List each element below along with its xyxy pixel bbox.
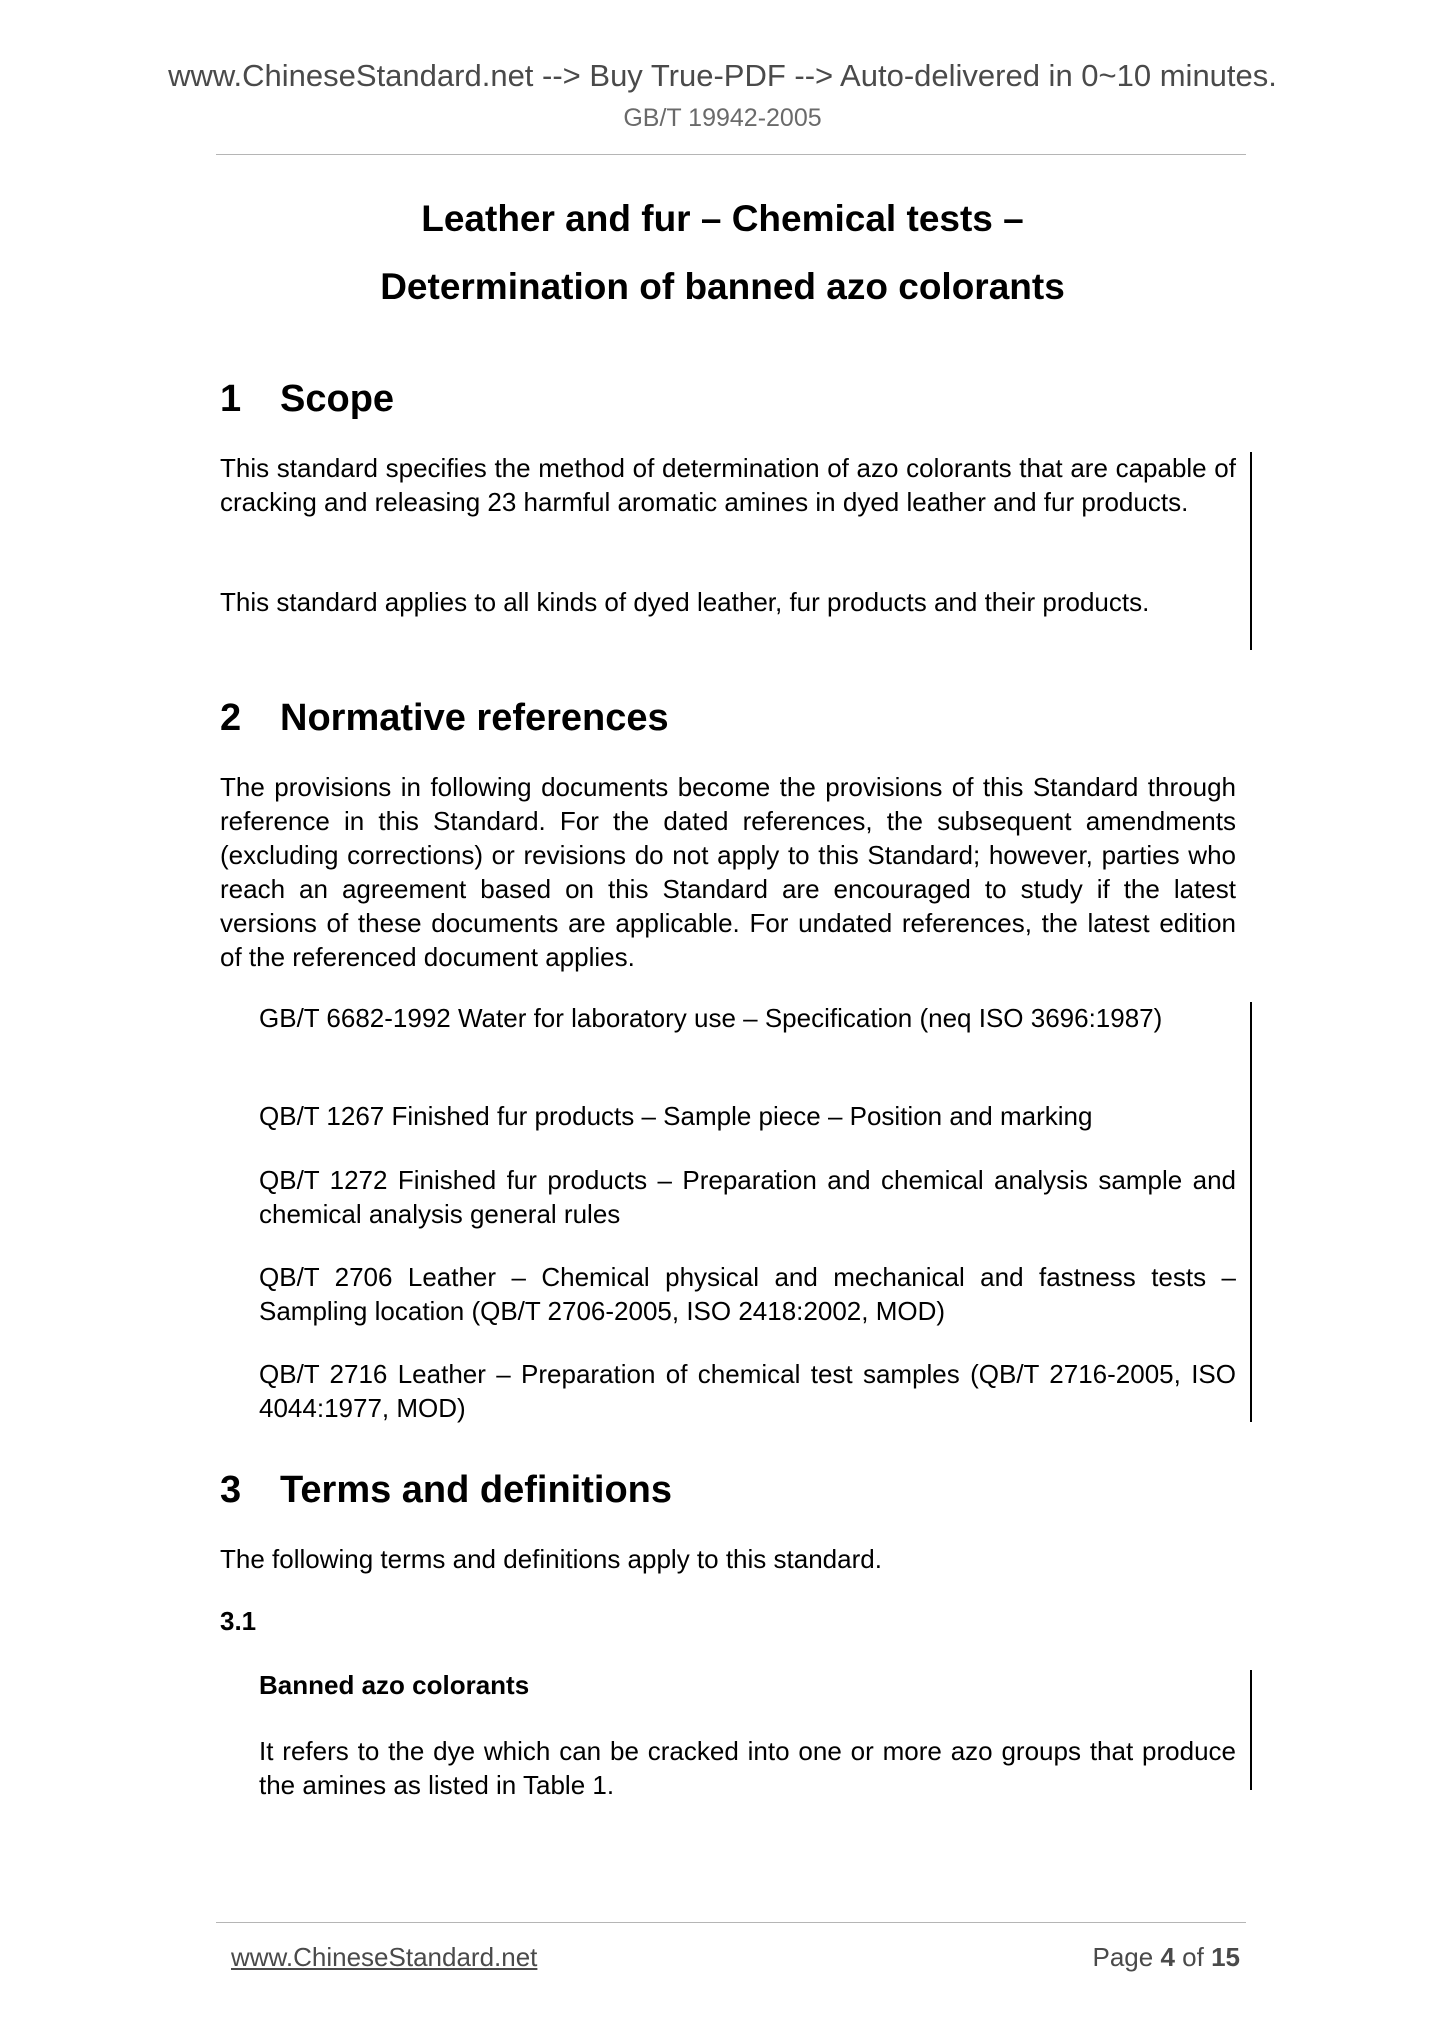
- page-current: 4: [1160, 1942, 1175, 1972]
- document-title-line-1: Leather and fur – Chemical tests –: [421, 198, 1024, 239]
- section-title: Terms and definitions: [280, 1469, 673, 1511]
- change-bar: [1250, 1002, 1252, 1422]
- reference-item: GB/T 6682-1992 Water for laboratory use – Specification (neq ISO 3696:1987): [259, 1003, 1163, 1033]
- footer-divider: [216, 1922, 1246, 1923]
- page-prefix: Page: [1092, 1942, 1154, 1972]
- document-code: GB/T 19942-2005: [623, 104, 822, 132]
- reference-item: QB/T 2706 Leather – Chemical physical and mechanical and fastness tests – Sampling location (QB/T 2706-2005, ISO 2418:2002, MOD): [259, 1262, 1236, 1326]
- section-title: Scope: [280, 378, 395, 420]
- section-number: 3: [220, 1469, 242, 1511]
- normative-intro-paragraph: The provisions in following documents become the provisions of this Standard through reference in this Standard. For the dated references, the subsequent amendments (excluding corrections) or revisions do not apply to this Standard; however, parties who reach an agreement based on this Standard are encouraged to study if the latest versions of these documents are applicable. For undated references, the latest edition of the referenced document applies.: [220, 772, 1236, 972]
- section-number: 2: [220, 697, 242, 739]
- term-title: Banned azo colorants: [259, 1670, 530, 1700]
- terms-intro-paragraph: The following terms and definitions apply to this standard.: [220, 1544, 882, 1574]
- page-of: of: [1182, 1942, 1204, 1972]
- scope-paragraph-2: This standard applies to all kinds of dyed leather, fur products and their products.: [220, 587, 1150, 617]
- section-heading-scope: [220, 378, 394, 421]
- scope-paragraph-1: This standard specifies the method of determination of azo colorants that are capable of cracking and releasing 23 harmful aromatic amines in dyed leather and fur products.: [220, 453, 1236, 517]
- section-title: Normative references: [280, 697, 669, 739]
- top-banner[interactable]: www.ChineseStandard.net --> Buy True-PDF --> Auto-delivered in 0~10 minutes.: [168, 58, 1277, 93]
- section-heading-terms-and-definitions: [220, 1469, 672, 1512]
- change-bar: [1250, 452, 1252, 650]
- reference-item: QB/T 1272 Finished fur products – Preparation and chemical analysis sample and chemical analysis general rules: [259, 1165, 1236, 1229]
- page-indicator: [1092, 1942, 1240, 1973]
- section-number: 1: [220, 378, 242, 420]
- reference-item: QB/T 1267 Finished fur products – Sample piece – Position and marking: [259, 1101, 1093, 1131]
- section-heading-normative-references: [220, 697, 669, 740]
- page-total: 15: [1211, 1942, 1240, 1972]
- reference-item: QB/T 2716 Leather – Preparation of chemical test samples (QB/T 2716-2005, ISO 4044:1977, MOD): [259, 1359, 1236, 1423]
- term-definition: It refers to the dye which can be cracked into one or more azo groups that produce the amines as listed in Table 1.: [259, 1736, 1236, 1800]
- document-title-line-2: Determination of banned azo colorants: [380, 266, 1065, 307]
- subsection-number: 3.1: [220, 1606, 257, 1636]
- header-divider: [216, 154, 1246, 155]
- footer-website-link[interactable]: www.ChineseStandard.net: [231, 1942, 538, 1972]
- change-bar: [1250, 1670, 1252, 1790]
